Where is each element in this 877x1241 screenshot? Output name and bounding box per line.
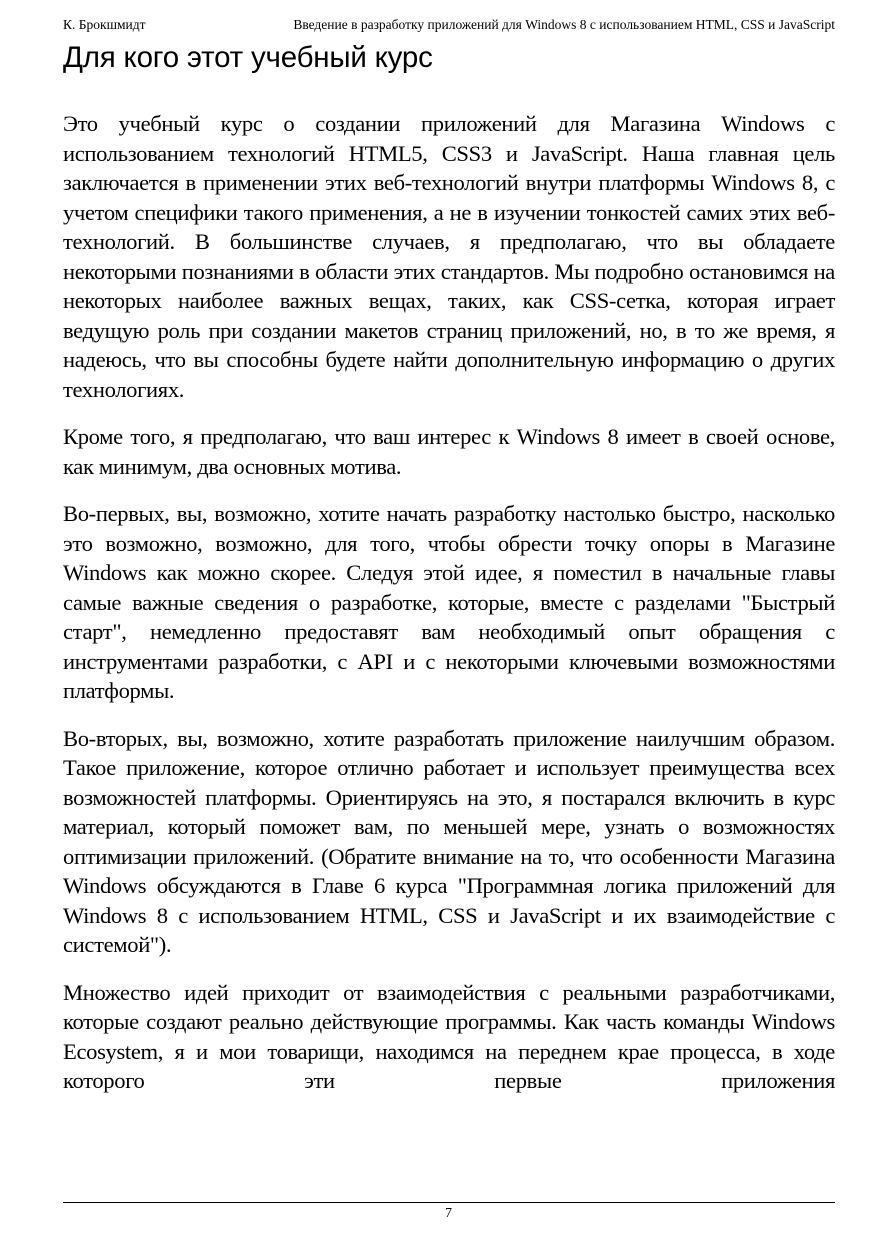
footer-divider bbox=[63, 1202, 835, 1203]
page-number: 7 bbox=[445, 1206, 452, 1221]
header-author: К. Брокшмидт bbox=[63, 17, 146, 32]
section-title: Для кого этот учебный курс bbox=[63, 41, 433, 74]
body-text bbox=[63, 109, 835, 1114]
paragraph-1: Это учебный курс о создании приложений для Магазина Windows с использованием технологий HTML5, CSS3 и JavaScript. Наша главная цель заключается в применении этих веб-технологий внутри платформы Windows 8, с учетом специфики такого применения, а не в изучении тонкостей самих этих веб-технологий. В большинстве случаев, я предполагаю, что вы обладаете некоторыми познаниями в области этих стандартов. Мы подробно остановимся на некоторых наиболее важных вещах, таких, как CSS-сетка, которая играет ведущую роль при создании макетов страниц приложений, но, в то же время, я надеюсь, что вы способны будете найти дополнительную информацию о других технологиях. bbox=[63, 111, 835, 402]
paragraph-2: Кроме того, я предполагаю, что ваш интерес к Windows 8 имеет в своей основе, как минимум, два основных мотива. bbox=[63, 424, 835, 479]
paragraph-3: Во-первых, вы, возможно, хотите начать разработку настолько быстро, насколько это возможно, возможно, для того, чтобы обрести точку опоры в Магазине Windows как можно скорее. Следуя этой идее, я поместил в начальные главы самые важные сведения о разработке, которые, вместе с разделами "Быстрый старт", немедленно предоставят вам необходимый опыт обращения с инструментами разработки, с API и с некоторыми ключевыми возможностями платформы. bbox=[63, 501, 835, 703]
paragraph-5: Множество идей приходит от взаимодействия с реальными разработчиками, которые создают реально действующие программы. Как часть команды Windows Ecosystem, я и мои товарищи, находимся на переднем крае процесса, в ходе которого эти первые приложения bbox=[63, 979, 835, 1093]
paragraph-4: Во-вторых, вы, возможно, хотите разработать приложение наилучшим образом. Такое приложение, которое отлично работает и использует преимущества всех возможностей платформы. Ориентируясь на это, я постарался включить в курс материал, который поможет вам, по меньшей мере, узнать о возможностях оптимизации приложений. (Обратите внимание на то, что особенности Магазина Windows обсуждаются в Главе 6 курса "Программная логика приложений для Windows 8 с использованием HTML, CSS и JavaScript и их взаимодействие с системой"). bbox=[63, 725, 835, 957]
header-course-title: Введение в разработку приложений для Windows 8 с использованием HTML, CSS и JavaScript bbox=[293, 17, 835, 32]
running-header bbox=[63, 17, 835, 33]
